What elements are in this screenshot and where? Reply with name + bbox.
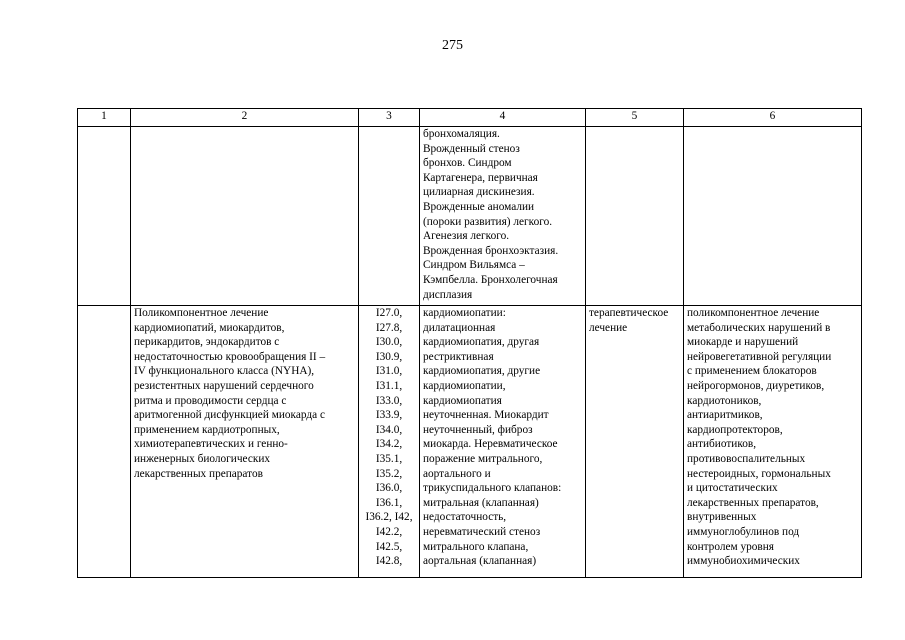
row2-diagnosis-cell [420,306,586,578]
text-line: I36.0, [375,482,403,495]
text-line: (пороки развития) легкого. [423,215,553,228]
text-line: иммуноглобулинов под [687,525,800,538]
text-line: Синдром Вильямса – [423,259,525,272]
text-line: неуточненная. Миокардит [423,409,549,422]
text-line: нейровегетативной регуляции [687,350,832,363]
row1-col3 [359,127,420,306]
row1-diagnosis-cell [420,127,586,306]
row2-icd-codes-cell [359,306,420,578]
text-line: митральная (клапанная) [423,496,539,509]
text-line: кардиопротекторов, [687,423,783,436]
row1-col2 [131,127,359,306]
row2-treatment-type-cell [586,306,684,578]
text-line: I30.9, [375,350,403,363]
text-line: лечение [589,321,628,334]
text-line: IV функционального класса (NYHA), [134,365,315,378]
text-line: поражение митрального, [423,452,543,465]
text-line: кардиомиопатии: [423,307,506,319]
header-col-2: 2 [131,109,359,127]
text-line: применением кардиотропных, [134,423,280,436]
text-line: бронхомаляция. [423,128,500,140]
header-row [78,109,862,127]
text-line: кардиомиопатии, [423,379,506,392]
text-line: дилатационная [423,321,496,334]
row2-treatment-name-lines [134,306,355,481]
row2-method-cell [684,306,862,578]
text-line: и цитостатических [687,482,778,495]
text-line: аортального и [423,467,491,480]
text-line: бронхов. Синдром [423,157,512,170]
text-line: противовоспалительных [687,452,806,465]
header-col-4: 4 [420,109,586,127]
text-line: I36.1, [375,496,403,509]
text-line: резистентных нарушений сердечного [134,379,314,392]
row1-col1 [78,127,131,306]
row1-col5 [586,127,684,306]
text-line: Картагенера, первичная [423,171,538,184]
text-line: I27.8, [375,321,403,334]
text-line: иммунобиохимических [687,555,800,568]
header-col-3: 3 [359,109,420,127]
text-line: антибиотиков, [687,438,757,451]
text-line: кардиомиопатий, миокардитов, [134,321,285,334]
text-line: кардиомиопатия, другие [423,365,541,378]
text-line: антиаритмиков, [687,409,763,422]
text-line: перикардитов, эндокардитов с [134,336,280,349]
text-line: нестероидных, гормональных [687,467,831,480]
text-line: кардиомиопатия [423,394,502,407]
row2-icd-codes-lines [362,306,416,569]
text-line: I27.0, [375,307,403,319]
text-line: Врожденная бронхоэктазия. [423,244,559,257]
text-line: метаболических нарушений в [687,321,831,334]
treatment-table [77,108,862,578]
page-number: 275 [442,38,463,53]
text-line: Кэмпбелла. Бронхолегочная [423,273,558,286]
table-row [78,127,862,306]
row2-col1 [78,306,131,578]
text-line: лекарственных препаратов [134,467,263,480]
text-line: поликомпонентное лечение [687,307,820,319]
text-line: инженерных биологических [134,452,271,465]
text-line: Поликомпонентное лечение [134,307,269,319]
text-line: I30.0, [375,336,403,349]
text-line: недостаточность, [423,511,507,524]
text-line: I34.2, [375,438,403,451]
text-line: трикуспидального клапанов: [423,482,562,495]
text-line: Врожденный стеноз [423,142,520,155]
row1-col6 [684,127,862,306]
text-line: митрального клапана, [423,540,529,553]
text-line: I42.8, [375,555,403,568]
text-line: лекарственных препаратов, [687,496,819,509]
text-line: I33.0, [375,394,403,407]
row2-diagnosis-lines [423,306,582,569]
header-col-5: 5 [586,109,684,127]
text-line: внутривенных [687,511,757,524]
text-line: недостаточностью кровообращения II – [134,350,326,363]
text-line: аритмогенной дисфункцией миокарда с [134,409,325,422]
text-line: миокарда. Неревматическое [423,438,558,451]
text-line: терапевтическое [589,307,669,319]
text-line: I42.5, [375,540,403,553]
row2-treatment-name-cell [131,306,359,578]
row2-treatment-type-lines [589,306,680,335]
table-row [78,306,862,578]
text-line: химиотерапевтических и генно- [134,438,288,451]
row2-method-lines [687,306,858,569]
text-line: I34.0, [375,423,403,436]
text-line: I36.2, I42, [365,511,413,524]
text-line: дисплазия [423,288,473,301]
text-line: I33.9, [375,409,403,422]
text-line: I35.1, [375,452,403,465]
text-line: I35.2, [375,467,403,480]
text-line: кардиомиопатия, другая [423,336,540,349]
text-line: неревматический стеноз [423,525,541,538]
text-line: неуточненный, фиброз [423,423,533,436]
text-line: аортальная (клапанная) [423,555,537,568]
row1-diagnosis-lines [423,127,582,302]
text-line: нейрогормонов, диуретиков, [687,379,825,392]
text-line: Агенезия легкого. [423,230,510,243]
text-line: ритма и проводимости сердца с [134,394,287,407]
text-line: цилиарная дискинезия. [423,186,535,199]
text-line: I31.1, [375,379,403,392]
text-line: I42.2, [375,525,403,538]
text-line: кардиотоников, [687,394,762,407]
text-line: миокарде и нарушений [687,336,799,349]
header-col-6: 6 [684,109,862,127]
text-line: I31.0, [375,365,403,378]
text-line: Врожденные аномалии [423,200,535,213]
text-line: с применением блокаторов [687,365,817,378]
header-col-1: 1 [78,109,131,127]
text-line: контролем уровня [687,540,774,553]
text-line: рестриктивная [423,350,494,363]
